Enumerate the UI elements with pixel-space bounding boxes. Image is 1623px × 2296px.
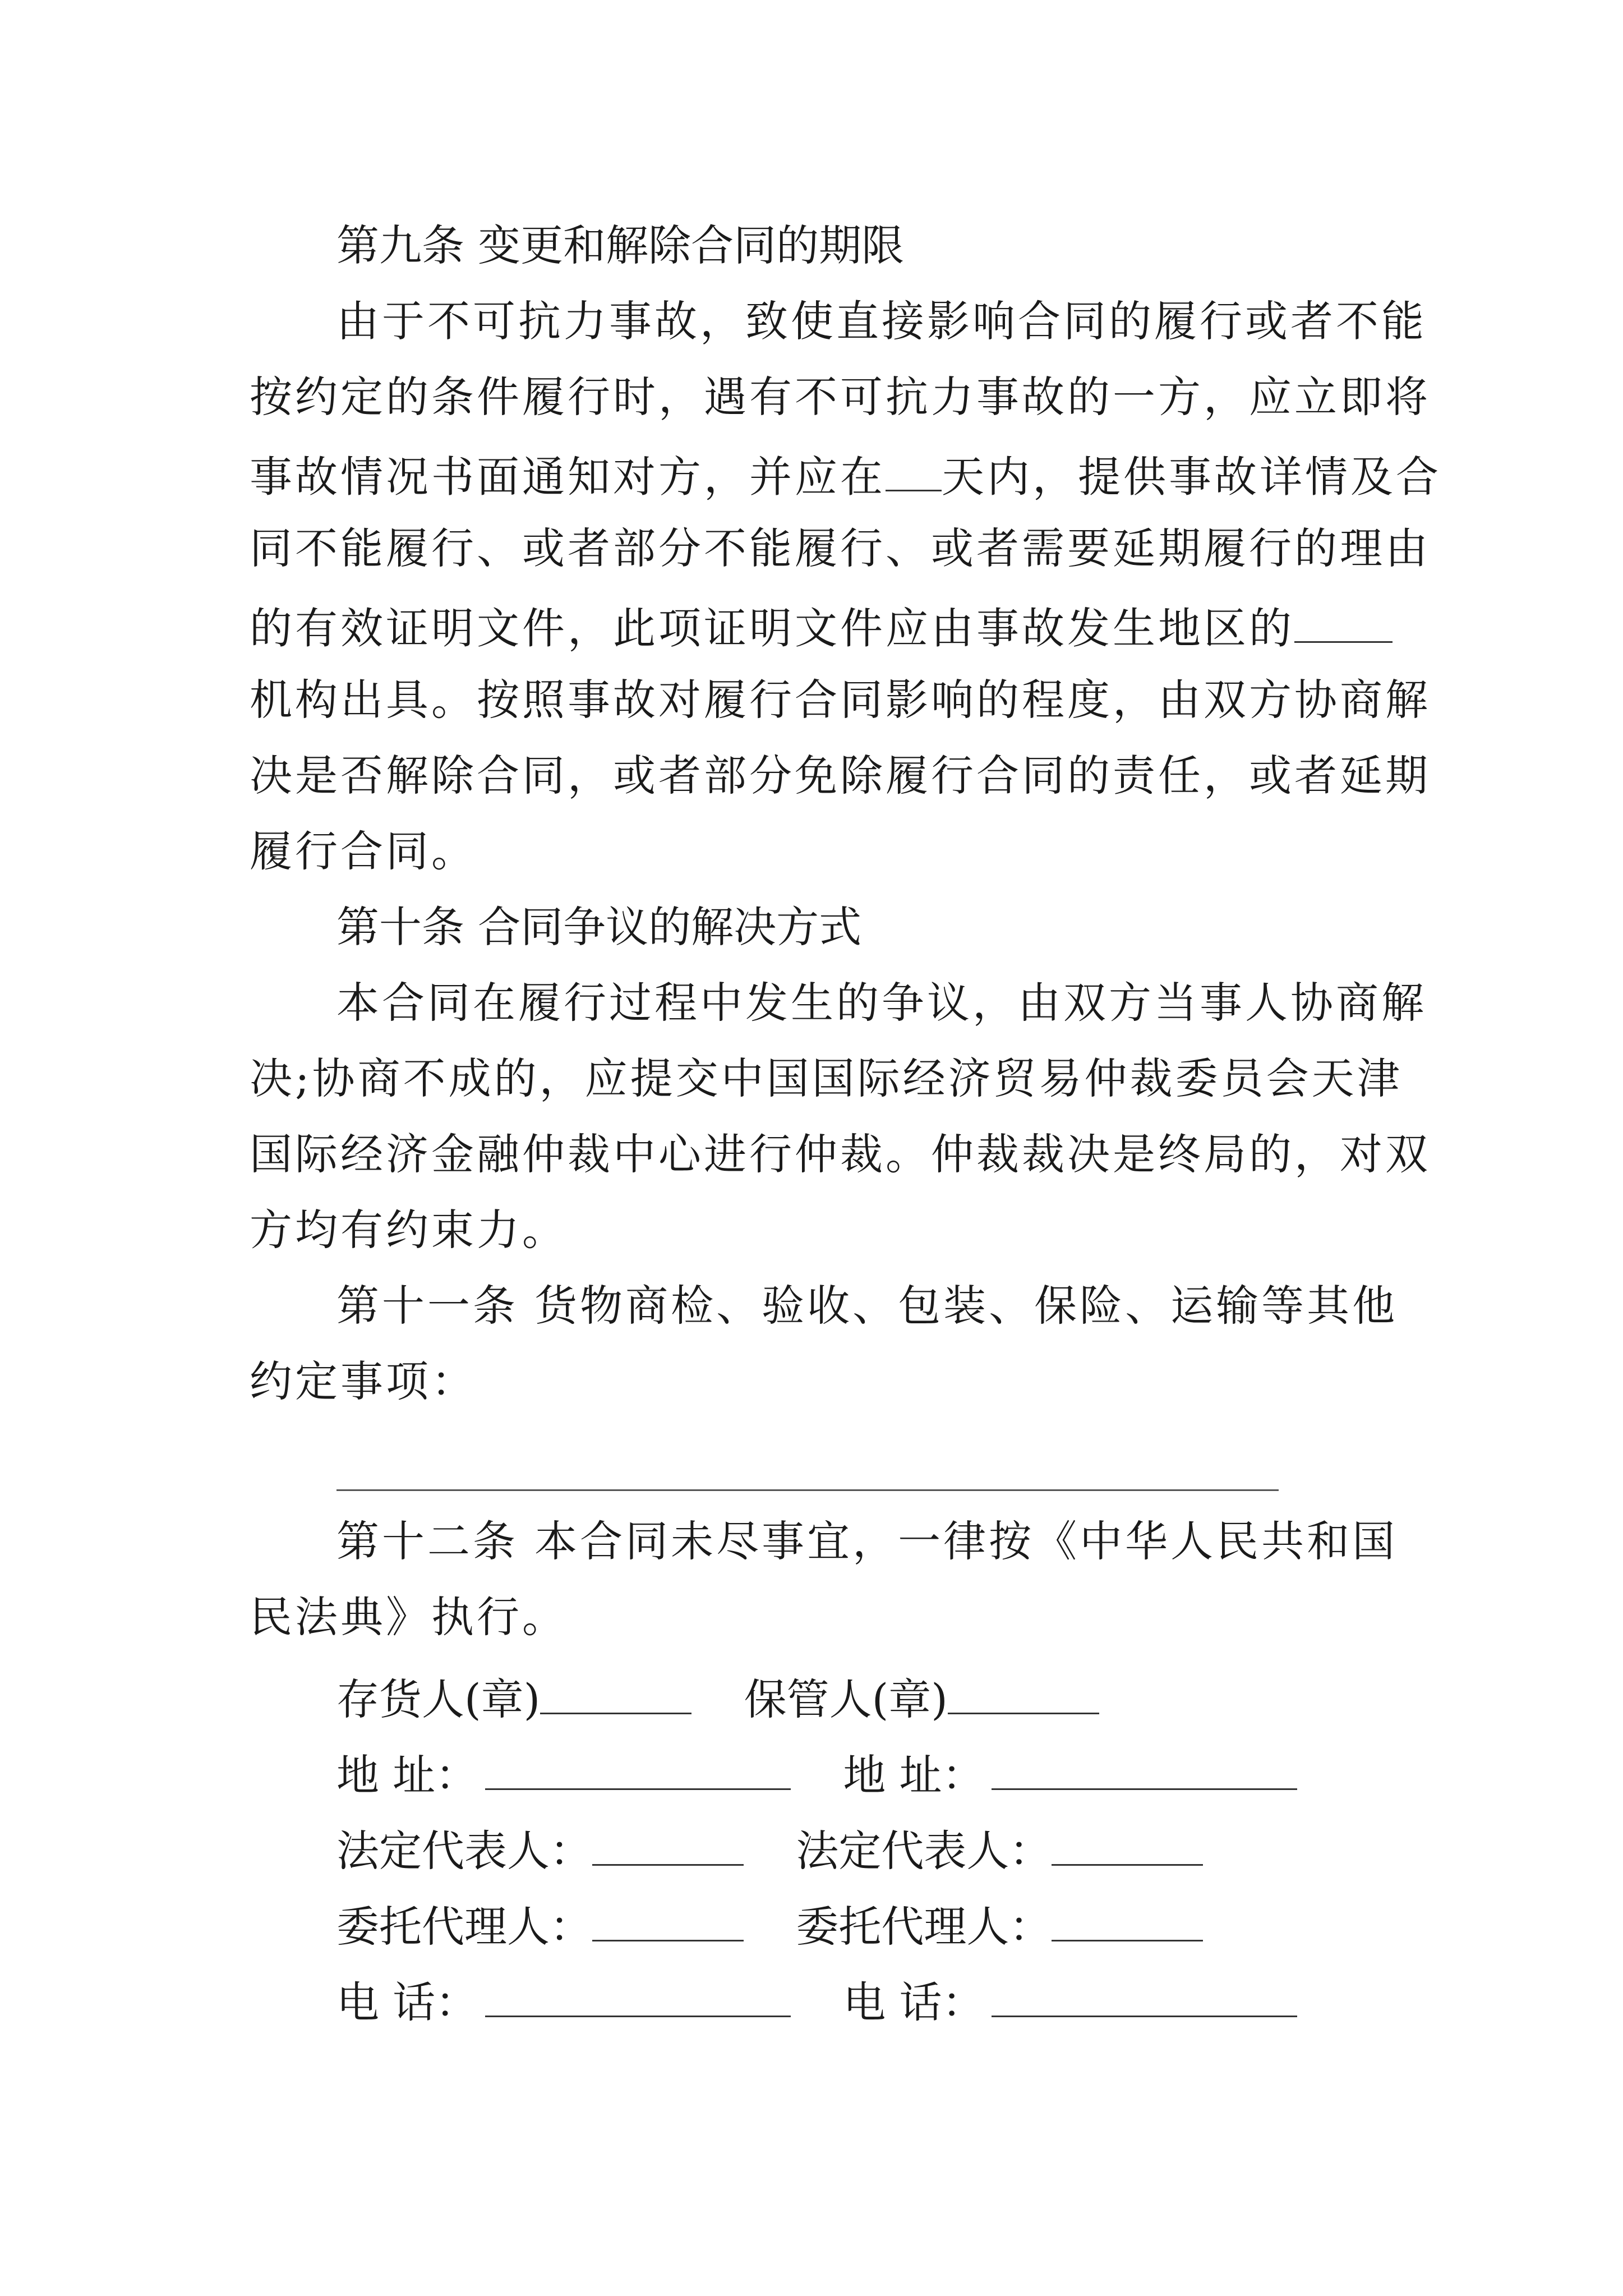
article-10-line-1: 本合同在履行过程中发生的争议，由双方当事人协商解 bbox=[336, 978, 1427, 1028]
article-9-line-5-text: 的有效证明文件，此项证明文件应由事故发生地区的 bbox=[250, 603, 1294, 654]
phone-right-label: 电 话： bbox=[843, 1977, 985, 2028]
agent-right-blank bbox=[1052, 1902, 1203, 1941]
signature-row-address bbox=[336, 1750, 1297, 1801]
phone-right-blank bbox=[992, 1977, 1297, 2017]
article-10-line-3: 国际经济金融仲裁中心进行仲裁。仲裁裁决是终局的，对双 bbox=[250, 1129, 1431, 1179]
article-9-line-3-part-1: 事故情况书面通知对方，并应在 bbox=[250, 452, 886, 502]
signature-row-phone bbox=[336, 1977, 1297, 2028]
legal-rep-right-label: 法定代表人： bbox=[796, 1826, 1052, 1876]
address-left-blank bbox=[485, 1750, 791, 1790]
legal-rep-left-blank bbox=[592, 1826, 744, 1866]
address-left-label: 地 址： bbox=[336, 1750, 478, 1801]
article-10-line-2: 决;协商不成的，应提交中国国际经济贸易仲裁委员会天津 bbox=[250, 1053, 1403, 1103]
article-11-line-1: 约定事项： bbox=[250, 1356, 477, 1406]
depositor-blank bbox=[540, 1674, 691, 1714]
phone-left-blank bbox=[485, 1977, 791, 2017]
keeper-blank bbox=[948, 1674, 1099, 1714]
days-blank bbox=[886, 452, 942, 491]
article-9-line-2: 按约定的条件履行时，遇有不可抗力事故的一方，应立即将 bbox=[250, 372, 1431, 422]
article-9-line-3-part-2: 天内，提供事故详情及合 bbox=[942, 452, 1441, 502]
article-9-line-3 bbox=[250, 452, 1441, 502]
article-10-line-4: 方均有约束力。 bbox=[250, 1205, 568, 1255]
article-9-line-6: 机构出具。按照事故对履行合同影响的程度，由双方协商解 bbox=[250, 675, 1431, 725]
agent-right-label: 委托代理人： bbox=[796, 1902, 1052, 1952]
legal-rep-left-label: 法定代表人： bbox=[336, 1826, 592, 1876]
article-12-line-1: 民法典》执行。 bbox=[250, 1592, 568, 1642]
article-9-line-8: 履行合同。 bbox=[250, 826, 477, 876]
article-9-line-7: 决是否解除合同，或者部分免除履行合同的责任，或者延期 bbox=[250, 751, 1431, 800]
article-12-heading: 第十二条 本合同未尽事宜，一律按《中华人民共和国 bbox=[336, 1516, 1398, 1566]
depositor-label: 存货人(章) bbox=[336, 1674, 541, 1725]
article-9-line-4: 同不能履行、或者部分不能履行、或者需要延期履行的理由 bbox=[250, 523, 1431, 573]
agent-left-blank bbox=[592, 1902, 744, 1941]
authority-blank bbox=[1294, 603, 1393, 643]
other-matters-blank-line bbox=[336, 1489, 1279, 1491]
article-10-heading: 第十条 合同争议的解决方式 bbox=[336, 902, 862, 952]
signature-row-agent bbox=[336, 1902, 1203, 1952]
address-right-blank bbox=[992, 1750, 1297, 1790]
phone-left-label: 电 话： bbox=[336, 1977, 478, 2028]
keeper-label: 保管人(章) bbox=[744, 1674, 948, 1725]
address-right-label: 地 址： bbox=[843, 1750, 985, 1801]
agent-left-label: 委托代理人： bbox=[336, 1902, 592, 1952]
signature-row-legal-rep bbox=[336, 1826, 1203, 1876]
legal-rep-right-blank bbox=[1052, 1826, 1203, 1866]
article-9-line-1: 由于不可抗力事故，致使直接影响合同的履行或者不能 bbox=[336, 296, 1427, 346]
article-9-heading: 第九条 变更和解除合同的期限 bbox=[336, 220, 905, 270]
article-9-line-5 bbox=[250, 603, 1393, 654]
signature-row-seal bbox=[336, 1674, 1099, 1725]
article-11-heading: 第十一条 货物商检、验收、包装、保险、运输等其他 bbox=[336, 1281, 1398, 1331]
